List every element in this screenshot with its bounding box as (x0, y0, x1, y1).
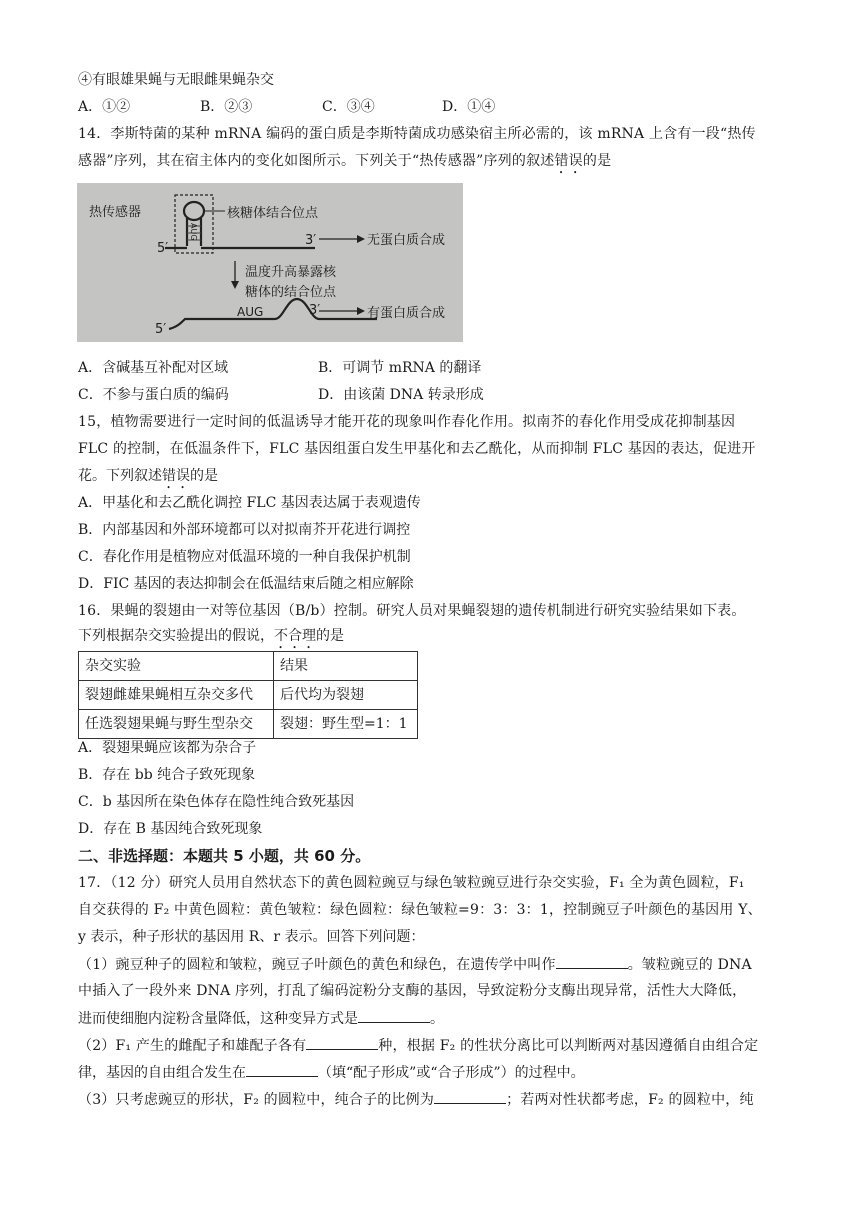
q15-stem-line1: 15，植物需要进行一定时间的低温诱导才能开花的现象叫作春化作用。拟南芥的春化作用受成花抑制基因 (78, 414, 736, 430)
q13-option-d: D．①④ (442, 99, 496, 115)
q15-option-b: B．内部基因和外部环境都可以对拟南芥开花进行调控 (78, 522, 411, 538)
q15-stem-line3 (78, 466, 218, 492)
label-5prime-top: 5′ (157, 241, 169, 256)
q17-stem-line1: 17．（12 分）研究人员用自然状态下的黄色圆粒豌豆与绿色皱粒豌豆进行杂交实验，F₁ 全为黄色圆粒，F₁ (78, 875, 745, 891)
q15-stem-text: 花。下列叙述 (78, 468, 162, 484)
label-3prime-bottom: 3′ (309, 303, 321, 318)
q14-emphasis: 错误 (554, 153, 583, 169)
q17-p3-tail: ；若两对性状都考虑，F₂ 的圆粒中，纯 (506, 1092, 754, 1108)
q14-option-c: C．不参与蛋白质的编码 (78, 387, 229, 403)
q17-p1-line2: 中插入了一段外来 DNA 序列，打乱了编码淀粉分支酶的基因，导致淀粉分支酶出现异常，活性大大降低， (78, 983, 747, 999)
label-aug-top: AUG (189, 223, 198, 241)
q14-stem-line2 (78, 151, 611, 177)
q17-stem-line2: 自交获得的 F₂ 中黄色圆粒：黄色皱粒：绿色圆粒：绿色皱粒=9：3：3：1，控制豌豆子叶颜色的基因用 Y、 (78, 902, 762, 918)
q16-option-c: C．b 基因所在染色体存在隐性纯合致死基因 (78, 794, 355, 810)
label-5prime-bottom: 5′ (155, 322, 167, 337)
q14-stem-text: 感器”序列，其在宿主体内的变化如图所示。下列关于“热传感器”序列的叙述 (78, 153, 555, 169)
answer-blank[interactable] (358, 1008, 430, 1023)
q16-stem-line1: 16．果蝇的裂翅由一对等位基因（B/b）控制。研究人员对果蝇裂翅的遗传机制进行研究实验结果如下表。 (78, 603, 746, 619)
hairpin-loop (184, 202, 204, 220)
q16-option-b: B．存在 bb 纯合子致死现象 (78, 767, 256, 783)
table-header-cross: 杂交实验 (79, 652, 274, 681)
q17-stem-line3: y 表示，种子形状的基因用 R、r 表示。回答下列问题： (78, 929, 425, 945)
q17-p2-line1 (78, 1035, 758, 1056)
table-cell: 裂翅雌雄果蝇相互杂交多代 (79, 681, 274, 710)
q17-p2-tail: 种，根据 F₂ 的性状分离比可以判断两对基因遵循自由组合定 (378, 1038, 759, 1054)
q17-p3-text: （3）只考虑豌豆的形状，F₂ 的圆粒中，纯合子的比例为 (78, 1092, 435, 1108)
label-no-protein: 无蛋白质合成 (367, 233, 446, 248)
label-thermosensor: 热传感器 (89, 205, 142, 220)
q16-option-a: A．裂翅果蝇应该都为杂合子 (78, 740, 257, 756)
q14-option-b: B．可调节 mRNA 的翻译 (318, 360, 482, 376)
q15-stem-line2: FLC 的控制，在低温条件下，FLC 基因组蛋白发生甲基化和去乙酰化，从而抑制 FLC 基因的表达，促进开 (78, 441, 756, 457)
q13-option-a: A．①② (78, 99, 131, 115)
q17-p1-text: （1）豌豆种子的圆粒和皱粒，豌豆子叶颜色的黄色和绿色，在遗传学中叫作 (78, 957, 556, 973)
section-heading: 二、非选择题：本题共 5 小题，共 60 分。 (78, 847, 371, 865)
q16-stem-text: 下列根据杂交实验提出的假说， (78, 628, 274, 644)
q14-options-row1 (78, 358, 481, 378)
q17-p2-line2-text: 律，基因的自由组合发生在 (78, 1065, 246, 1081)
q14-option-d: D．由该菌 DNA 转录形成 (318, 387, 484, 403)
q13-option-c: C．③④ (322, 99, 375, 115)
q17-p1-line3-tail: 。 (430, 1011, 444, 1027)
label-temperature-1: 温度升高暴露核 (245, 265, 337, 280)
table-cell: 任选裂翅果蝇与野生型杂交 (79, 710, 274, 739)
q16-option-d: D．存在 B 基因纯合致死现象 (78, 821, 263, 837)
q15-option-a: A．甲基化和去乙酰化调控 FLC 基因表达属于表观遗传 (78, 495, 421, 511)
table-row (79, 681, 418, 710)
q16-emphasis: 不合理 (274, 628, 316, 644)
table-header-result: 结果 (274, 652, 418, 681)
q14-option-a: A．含碱基互补配对区域 (78, 360, 229, 376)
label-3prime-top: 3′ (305, 233, 317, 248)
table-header-row (79, 652, 418, 681)
q14-options-row2 (78, 385, 484, 405)
q13-option-b: B．②③ (200, 99, 253, 115)
q15-stem-tail: 的是 (190, 468, 218, 484)
q17-p3-line1 (78, 1089, 754, 1110)
down-arrow-head (231, 281, 239, 289)
q15-option-c: C．春化作用是植物应对低温环境的一种自我保护机制 (78, 549, 411, 565)
answer-blank[interactable] (434, 1089, 506, 1104)
q17-p2-line2 (78, 1062, 585, 1083)
table-row (79, 710, 418, 739)
q16-table (78, 651, 418, 739)
label-protein: 有蛋白质合成 (367, 306, 446, 321)
q17-p1-line1 (78, 954, 752, 975)
q15-emphasis: 错误 (162, 468, 190, 484)
q16-stem-tail: 的是 (316, 628, 344, 644)
thermosensor-figure (77, 183, 463, 342)
q13-item4: ④有眼雄果蝇与无眼雌果蝇杂交 (78, 72, 274, 88)
q13-options (78, 97, 495, 117)
q17-p2-text: （2）F₁ 产生的雌配子和雄配子各有 (78, 1038, 307, 1054)
arrow-head-protein (357, 307, 365, 315)
q17-p1-line3-text: 进而使细胞内淀粉含量降低，这种变异方式是 (78, 1011, 358, 1027)
q14-stem-line1: 14．李斯特菌的某种 mRNA 编码的蛋白质是李斯特菌成功感染宿主所必需的，该 mRNA 上含有一段“热传 (78, 126, 756, 142)
q15-option-d: D．FIC 基因的表达抑制会在低温结束后随之相应解除 (78, 576, 414, 592)
answer-blank[interactable] (556, 954, 628, 969)
label-ribosome-site: 核糖体结合位点 (227, 206, 319, 221)
table-cell: 后代均为裂翅 (274, 681, 418, 710)
q16-stem-line2 (78, 626, 344, 652)
answer-blank[interactable] (306, 1035, 378, 1050)
answer-blank[interactable] (246, 1062, 318, 1077)
q14-stem-tail: 的是 (582, 153, 612, 169)
q17-p1-tail: 。皱粒豌豆的 DNA (627, 957, 752, 973)
q17-p1-line3 (78, 1008, 444, 1029)
label-temperature-2: 糖体的结合位点 (245, 285, 337, 300)
arrow-head-no-protein (357, 235, 365, 243)
label-aug-bottom: AUG (237, 305, 264, 319)
q17-p2-line2-tail: （填“配子形成”或“合子形成”）的过程中。 (318, 1065, 585, 1081)
bottom-strand (169, 299, 377, 329)
table-cell: 裂翅：野生型=1：1 (274, 710, 418, 739)
